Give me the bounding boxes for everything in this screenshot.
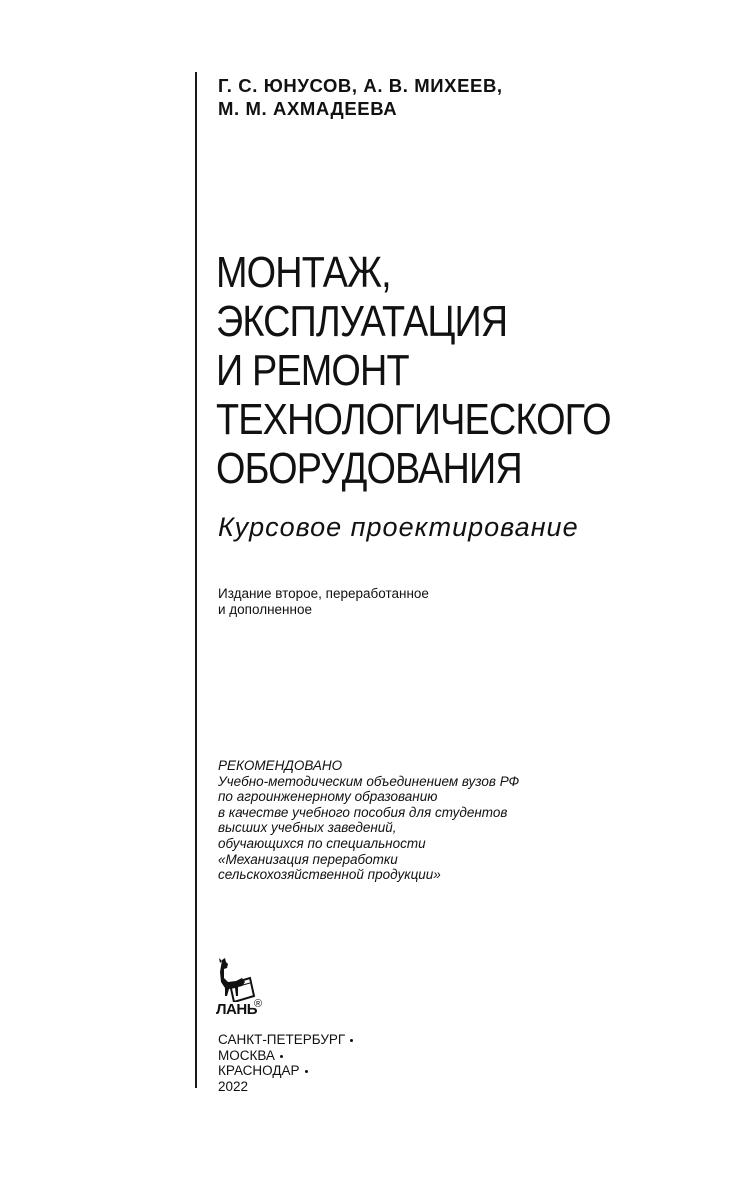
separator-dot xyxy=(280,1055,283,1058)
recommendation-line-4: в качестве учебного пособия для студентов xyxy=(218,804,508,820)
authors-block xyxy=(218,74,503,120)
edition-note xyxy=(218,586,429,617)
title-line-4: ТЕХНОЛОГИЧЕСКОГО xyxy=(216,395,611,444)
city-row-1 xyxy=(218,1032,353,1048)
separator-dot xyxy=(350,1039,353,1042)
recommendation-line-2: Учебно-методическим объединением вузов РФ xyxy=(218,773,520,789)
publication-year: 2022 xyxy=(218,1078,249,1094)
separator-dot xyxy=(305,1070,308,1073)
book-subtitle: Курсовое проектирование xyxy=(218,512,579,542)
city-row-2 xyxy=(218,1048,353,1064)
city-1: САНКТ-ПЕТЕРБУРГ xyxy=(218,1032,346,1047)
authors-line-1: Г. С. ЮНУСОВ, А. В. МИХЕЕВ, xyxy=(218,75,503,96)
registered-mark: ® xyxy=(254,998,263,1010)
book-title xyxy=(216,248,611,493)
city-2: МОСКВА xyxy=(218,1047,275,1063)
recommendation-block xyxy=(218,758,519,883)
recommendation-line-1: РЕКОМЕНДОВАНО xyxy=(218,758,343,773)
publisher-logo xyxy=(216,958,270,1020)
title-line-1: МОНТАЖ, xyxy=(216,248,391,297)
recommendation-line-8: сельскохозяйственной продукции» xyxy=(218,867,441,883)
title-line-2: ЭКСПЛУАТАЦИЯ xyxy=(216,297,508,346)
recommendation-line-5: высших учебных заведений, xyxy=(218,820,397,836)
title-line-5: ОБОРУДОВАНИЯ xyxy=(216,444,522,493)
publication-places xyxy=(218,1032,353,1094)
recommendation-line-3: по агроинженерному образованию xyxy=(218,789,438,805)
recommendation-line-6: обучающихся по специальности xyxy=(218,835,426,851)
publisher-name: ЛАНЬ xyxy=(216,1001,257,1018)
edition-line-1: Издание второе, переработанное xyxy=(218,586,429,601)
title-line-3: И РЕМОНТ xyxy=(216,346,409,395)
authors-line-2: М. М. АХМАДЕЕВА xyxy=(218,98,398,119)
edition-line-2: и дополненное xyxy=(218,601,312,617)
recommendation-line-7: «Механизация переработки xyxy=(218,851,398,867)
city-3: КРАСНОДАР xyxy=(218,1063,300,1079)
margin-rule xyxy=(195,72,197,1088)
city-row-3 xyxy=(218,1063,353,1079)
doe-on-book-icon xyxy=(216,958,260,1002)
